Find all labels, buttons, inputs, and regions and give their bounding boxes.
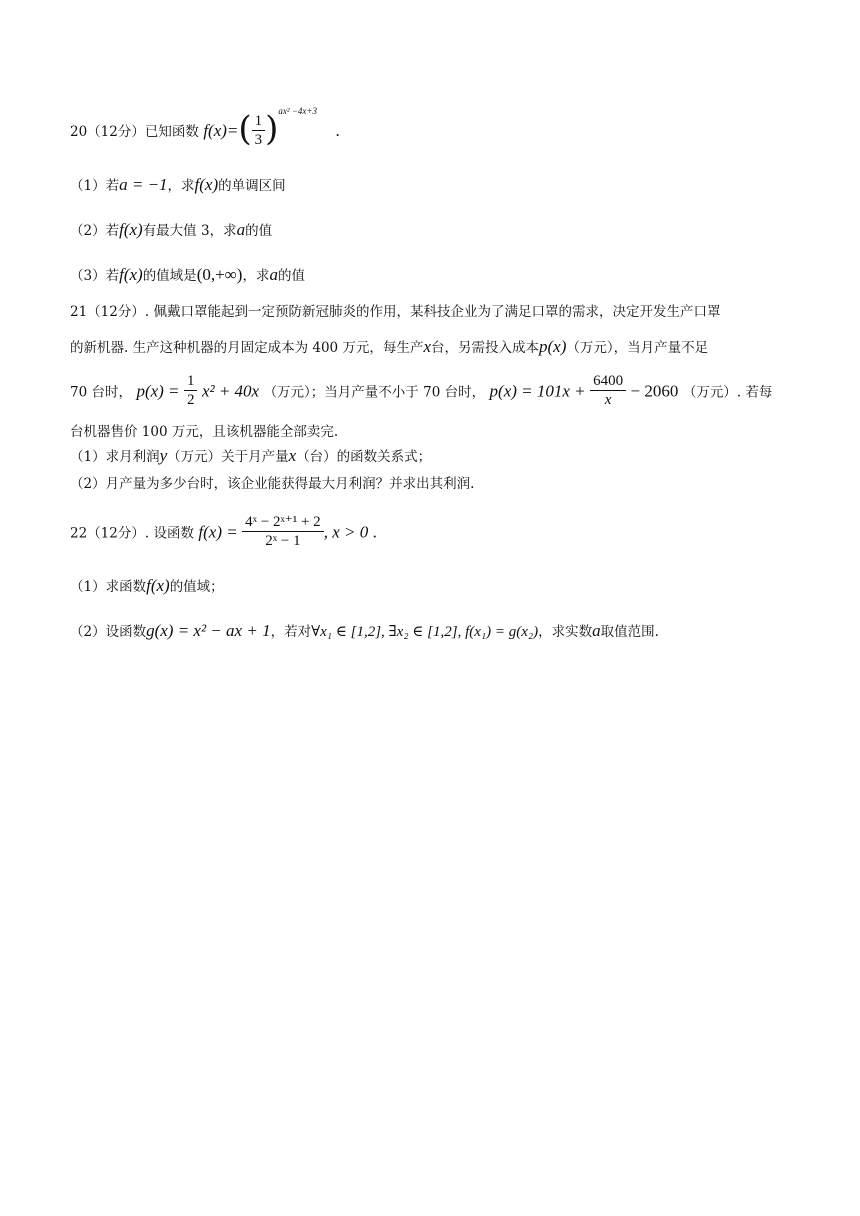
q20-header [70, 106, 340, 152]
base-numerator: 1 [254, 112, 263, 129]
q21-part2: （2）月产量为多少台时，该企业能获得最大月利润？并求出其利润. [70, 476, 475, 492]
q20-p3-mid2: ，求 [242, 268, 270, 284]
q20-p3-var: a [269, 265, 278, 284]
q22-p2-d: 取值范围. [600, 624, 659, 640]
q22-header [70, 515, 377, 552]
q21-p1-x: x [288, 446, 297, 465]
right-paren: ) [265, 109, 279, 149]
left-paren: ( [238, 109, 252, 149]
q22-p2-c: ，求实数 [538, 624, 593, 640]
q21-6400-fraction [590, 372, 626, 409]
q22-p2-a: （2）设函数 [70, 624, 147, 640]
frac2-numerator: 6400 [593, 373, 624, 389]
q22-part1 [70, 575, 224, 596]
q20-base-fraction [252, 112, 266, 149]
q20-p2-var: a [236, 220, 246, 239]
q21-part1 [70, 445, 431, 466]
q21-p-rhs2: − 2060 [630, 381, 679, 401]
q20-p2-suffix: 的值 [245, 223, 273, 239]
q21-l2-c: （万元），当月产量不足 [566, 340, 709, 356]
q22-part2 [70, 620, 659, 641]
q21-half-fraction [184, 372, 198, 409]
q22-p2-b: ，若对 [270, 624, 312, 640]
q20-period: . [335, 121, 340, 140]
q20-part1 [70, 174, 286, 195]
frac2-denominator: x [590, 390, 626, 409]
q22-condition: , x > 0 [323, 522, 369, 542]
q20-part2 [70, 219, 272, 240]
q20-p3-mid: 的值域是 [142, 268, 197, 284]
q21-p1-a: （1）求月利润 [70, 449, 160, 465]
q20-p1-prefix: （1）若 [70, 178, 120, 194]
q21-line2 [70, 336, 708, 357]
q22-p2-condition: ∀x₁ ∈ [1,2], ∃x₂ ∈ [1,2], f(x₁) = g(x₂) [311, 624, 539, 640]
base-denominator: 3 [252, 130, 266, 149]
q21-p-lhs1: p(x) = [136, 381, 180, 401]
q20-p3-range: (0,+∞) [196, 265, 243, 284]
half-numerator: 1 [186, 373, 195, 389]
half-denominator: 2 [184, 390, 198, 409]
q22-p1-b: 的值域； [169, 579, 224, 595]
q21-line3 [70, 374, 772, 411]
q21-l3-c: （万元）. 若每 [682, 384, 773, 401]
q21-l3-b: （万元）；当月产量不小于 70 台时， [263, 384, 486, 401]
q22-p1-a: （1）求函数 [70, 579, 147, 595]
q22-numerator: 4ˣ − 2ˣ⁺¹ + 2 [245, 514, 321, 530]
q21-p-lhs2: p(x) = 101x + [489, 381, 586, 401]
q22-p1-function: f(x) [146, 576, 170, 595]
q20-exponent: ax² −4x+3 [278, 106, 317, 116]
q21-l2-p: p(x) [538, 337, 567, 356]
q22-period: . [372, 522, 377, 542]
q22-fraction [242, 513, 324, 550]
q22-label: 22（12分）. 设函数 [70, 525, 194, 542]
q20-function-lhs: f(x)= [203, 121, 239, 140]
q22-p2-var: a [592, 621, 601, 640]
q21-l2-a: 的新机器. 生产这种机器的月固定成本为 400 万元，每生产 [70, 340, 424, 356]
q21-p1-c: （台）的函数关系式； [296, 449, 432, 465]
q20-p1-function: f(x) [194, 175, 219, 194]
q22-p2-g: g(x) = x² − ax + 1 [146, 621, 271, 640]
q20-p3-suffix: 的值 [277, 268, 305, 284]
q21-line1: 21（12分）. 佩戴口罩能起到一定预防新冠肺炎的作用，某科技企业为了满足口罩的需求，决定开发生产口罩 [70, 304, 721, 320]
q20-p1-suffix: 的单调区间 [218, 178, 286, 194]
q21-l3-a: 70 台时， [70, 384, 132, 401]
q20-p2-prefix: （2）若 [70, 223, 120, 239]
q22-denominator: 2ˣ − 1 [242, 531, 324, 550]
q20-p2-function: f(x) [119, 220, 143, 239]
q20-part3 [70, 264, 305, 285]
q21-p-rhs1: x² + 40x [201, 381, 260, 401]
q21-p1-b: （万元）关于月产量 [167, 449, 289, 465]
q21-p1-y: y [159, 446, 168, 465]
q20-p3-function: f(x) [119, 265, 143, 284]
q21-l2-b: 台，另需投入成本 [430, 340, 539, 356]
q21-line4: 台机器售价 100 万元，且该机器能全部卖完. [70, 424, 339, 440]
q20-label: 20（12分）已知函数 [70, 124, 199, 140]
q20-p2-mid: 有最大值 3，求 [142, 223, 237, 239]
q20-p1-condition: a = −1 [119, 175, 168, 194]
q22-function-lhs: f(x) = [198, 522, 238, 542]
q20-p1-mid: ，求 [167, 178, 195, 194]
q20-p3-prefix: （3）若 [70, 268, 120, 284]
q21-l2-x: x [423, 337, 431, 356]
